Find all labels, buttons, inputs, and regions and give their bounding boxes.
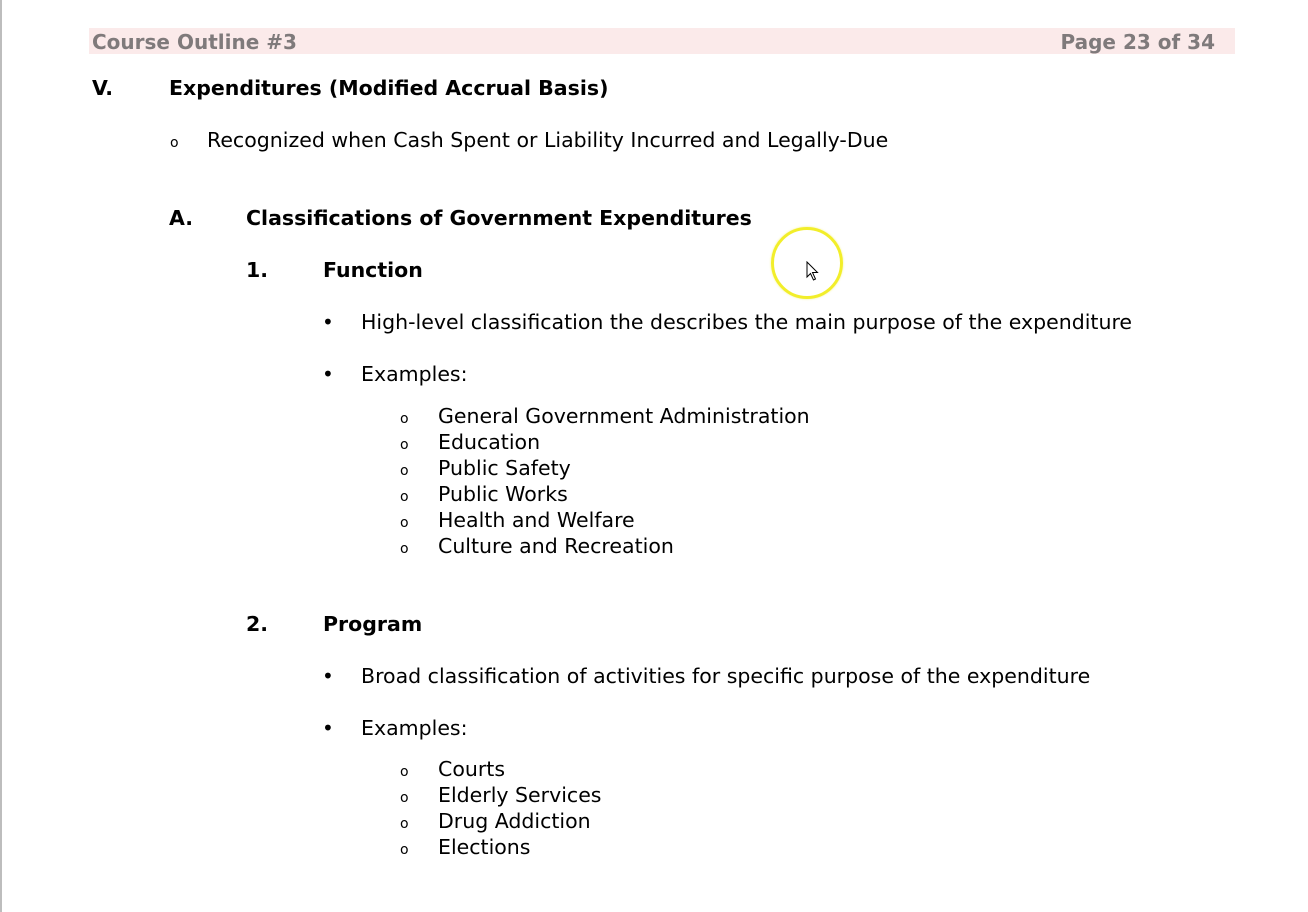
list-item: Courts	[438, 757, 505, 781]
hollow-bullet-icon: o	[400, 764, 409, 780]
list-item: Drug Addiction	[438, 809, 591, 833]
list-item: General Government Administration	[438, 404, 810, 428]
bullet-icon: •	[322, 310, 334, 334]
item-title-function: Function	[323, 258, 423, 282]
item-description: Broad classification of activities for specific purpose of the expenditure	[361, 664, 1091, 688]
item-number: 2.	[246, 612, 269, 636]
page-left-border	[0, 0, 2, 912]
section-number: V.	[92, 76, 114, 100]
mouse-pointer-icon	[806, 261, 820, 281]
hollow-bullet-icon: o	[400, 790, 409, 806]
bullet-icon: •	[322, 716, 334, 740]
list-item: Elderly Services	[438, 783, 602, 807]
subsection-title: Classifications of Government Expenditures	[246, 206, 752, 230]
item-title-program: Program	[323, 612, 423, 636]
list-item: Culture and Recreation	[438, 534, 674, 558]
hollow-bullet-icon: o	[400, 515, 409, 531]
section-note: Recognized when Cash Spent or Liability Incurred and Legally-Due	[207, 128, 889, 152]
examples-label: Examples:	[361, 716, 468, 740]
list-item: Public Works	[438, 482, 568, 506]
section-title: Expenditures (Modified Accrual Basis)	[169, 76, 609, 100]
list-item: Education	[438, 430, 541, 454]
examples-label: Examples:	[361, 362, 468, 386]
list-item: Health and Welfare	[438, 508, 635, 532]
hollow-bullet-icon: o	[400, 541, 409, 557]
list-item: Public Safety	[438, 456, 571, 480]
bullet-icon: •	[322, 362, 334, 386]
subsection-number: A.	[169, 206, 194, 230]
hollow-bullet-icon: o	[400, 411, 409, 427]
item-number: 1.	[246, 258, 269, 282]
item-description: High-level classification the describes the main purpose of the expenditure	[361, 310, 1133, 334]
hollow-bullet-icon: o	[400, 842, 409, 858]
hollow-bullet-icon: o	[400, 463, 409, 479]
hollow-bullet-icon: o	[400, 437, 409, 453]
hollow-bullet-icon: o	[170, 135, 179, 151]
page-indicator: Page 23 of 34	[1060, 30, 1215, 54]
hollow-bullet-icon: o	[400, 816, 409, 832]
bullet-icon: •	[322, 664, 334, 688]
hollow-bullet-icon: o	[400, 489, 409, 505]
list-item: Elections	[438, 835, 531, 859]
document-title: Course Outline #3	[92, 30, 297, 54]
